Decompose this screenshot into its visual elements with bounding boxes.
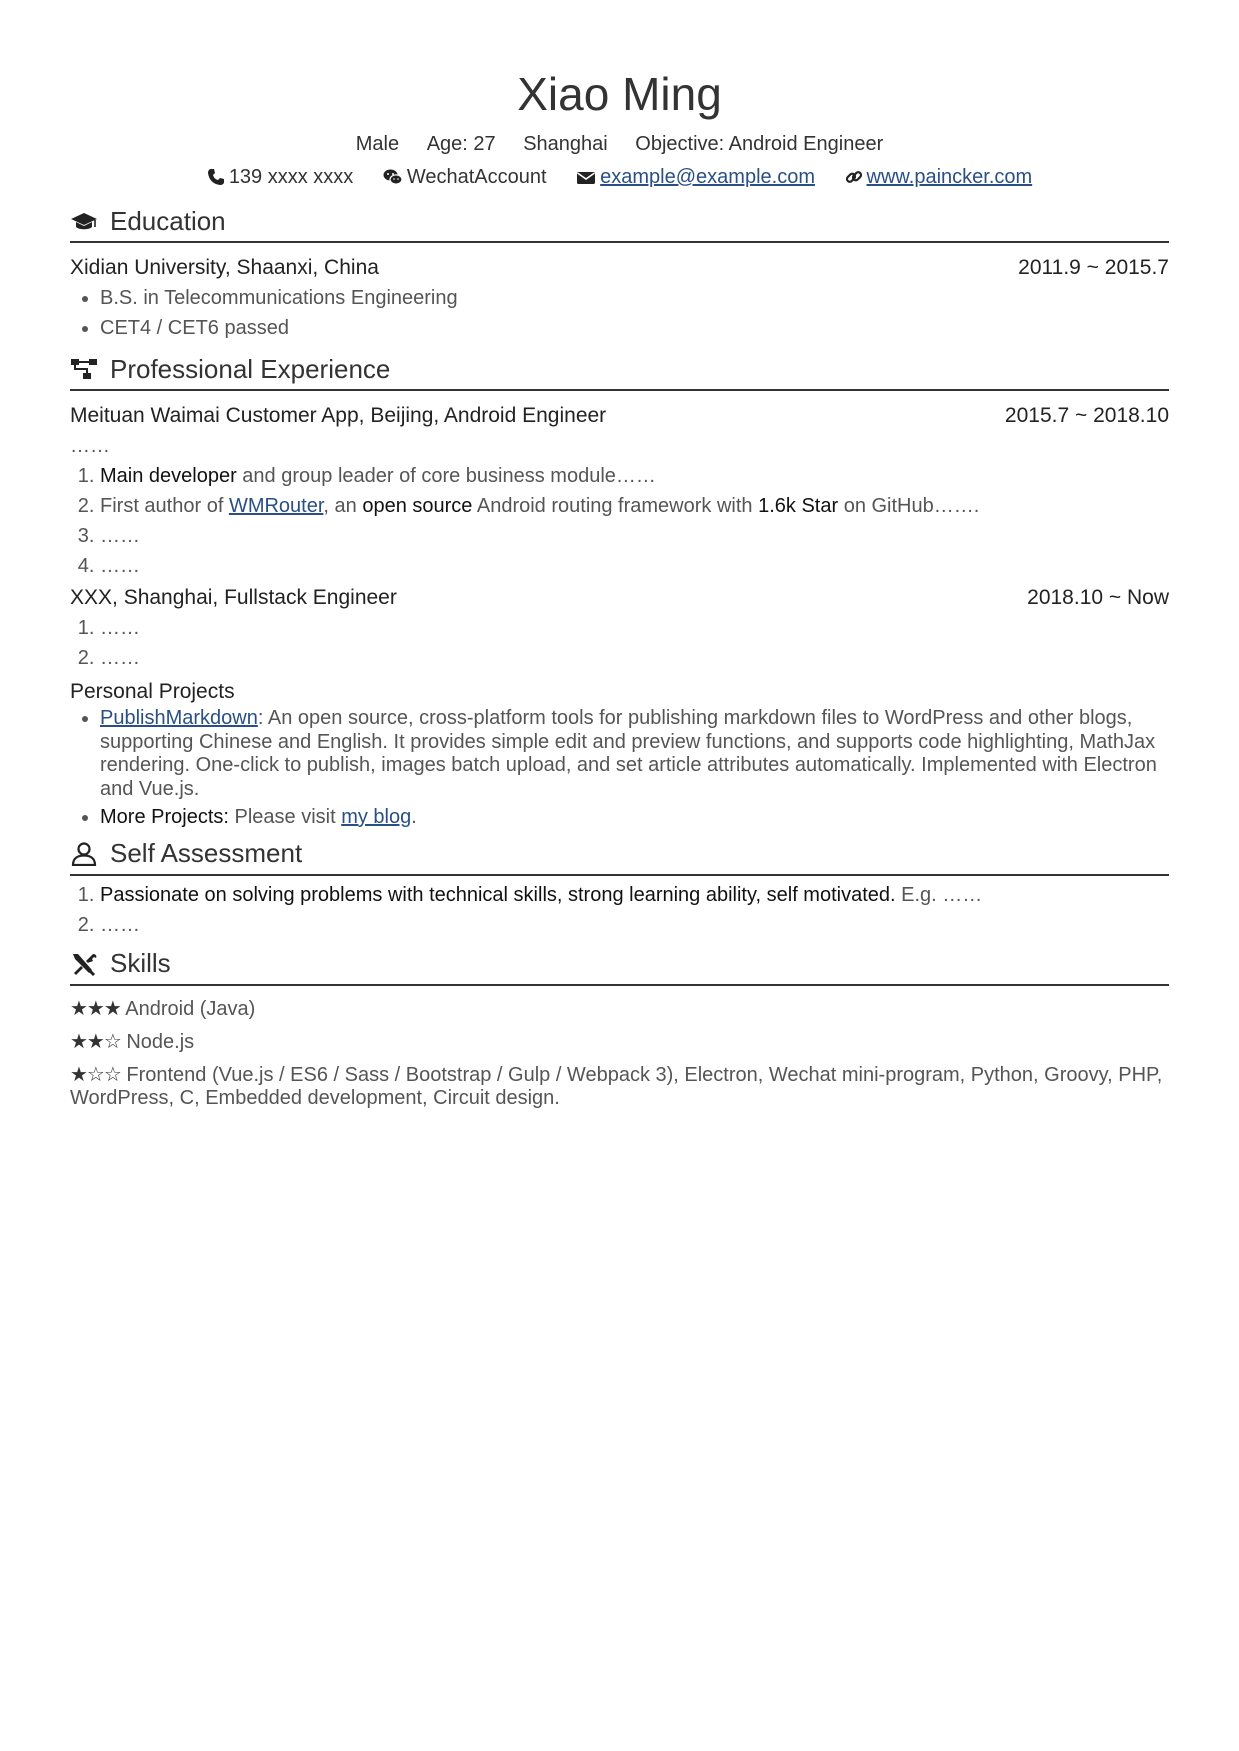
job-achievements — [70, 461, 1169, 581]
publishmarkdown-link[interactable]: PublishMarkdown — [100, 707, 258, 729]
wechat-icon — [383, 168, 403, 186]
education-title: Education — [110, 205, 226, 236]
skill-row — [70, 1060, 1169, 1110]
website-link[interactable]: www.paincker.com — [866, 166, 1033, 188]
contact-line — [70, 163, 1169, 191]
skill-text: Android (Java) — [120, 997, 256, 1020]
school-name: Xidian University, Shaanxi, China — [70, 256, 379, 279]
self-assessment-heading — [70, 836, 1169, 876]
self-assessment-list — [70, 880, 1169, 940]
skill-text: Node.js — [120, 1030, 195, 1053]
education-details — [70, 283, 1169, 343]
personal-info — [70, 130, 1169, 158]
user-icon — [70, 842, 98, 866]
list-item — [100, 806, 1169, 830]
skill-row — [70, 994, 1169, 1024]
item-text: . — [411, 806, 417, 828]
item-text: , an — [323, 495, 363, 517]
email-link[interactable]: example@example.com — [600, 166, 815, 188]
link-icon — [845, 168, 863, 186]
blog-link[interactable]: my blog — [341, 806, 412, 828]
education-entry-header — [70, 253, 1169, 283]
experience-title: Professional Experience — [110, 353, 391, 384]
wechat-account: WechatAccount — [406, 166, 547, 188]
website-contact — [845, 166, 1033, 188]
education-heading — [70, 203, 1169, 243]
list-item: 2. …… — [100, 643, 1169, 673]
list-item: 1. …… — [100, 613, 1169, 643]
item-text: Please visit — [228, 806, 342, 828]
phone-contact — [207, 166, 359, 188]
education-period: 2011.9 ~ 2015.7 — [1018, 256, 1169, 279]
list-item: 4. …… — [100, 551, 1169, 581]
job-header — [70, 583, 1169, 613]
item-text: : An open source, cross-platform tools for publishing markdown files to WordPress and other blogs, supporting Chinese and English. It provides simple edit and preview functions, and supports code highlighting, MathJax rendering. One-click to publish, images batch upload, and set article attributes automatically. Implemented with Electron and Vue.js. — [100, 707, 1157, 800]
age: Age: 27 — [426, 133, 496, 155]
list-item — [100, 461, 1169, 491]
self-assessment-title: Self Assessment — [110, 838, 303, 868]
list-item — [100, 707, 1169, 801]
personal-projects-title: Personal Projects — [70, 680, 235, 703]
skill-row — [70, 1027, 1169, 1057]
skill-text: Frontend (Vue.js / ES6 / Sass / Bootstrap / Gulp / Webpack 3), Electron, Wechat mini-program, Python, Groovy, PHP, WordPress, C, Embedded development, Circuit design. — [70, 1063, 1163, 1109]
job-header — [70, 401, 1169, 431]
graduation-cap-icon — [70, 210, 98, 232]
emphasis-text: open source — [362, 495, 473, 517]
experience-heading — [70, 351, 1169, 391]
objective: Objective: Android Engineer — [635, 133, 884, 155]
item-text: on GitHub……. — [838, 495, 980, 517]
emphasis-text: More Projects: — [100, 806, 229, 828]
phone-icon — [207, 168, 225, 186]
job-period: 2015.7 ~ 2018.10 — [1004, 404, 1169, 427]
list-item: • CET4 / CET6 passed — [100, 313, 1169, 343]
tools-icon — [70, 951, 98, 977]
wmrouter-link[interactable]: WMRouter — [228, 495, 324, 517]
job-period: 2018.10 ~ Now — [1027, 586, 1169, 609]
star-rating: ★☆☆ — [70, 1063, 121, 1086]
list-item — [100, 491, 1169, 521]
envelope-icon — [576, 170, 596, 186]
item-text: E.g. …… — [895, 883, 983, 906]
item-text: and group leader of core business module…… — [236, 465, 656, 487]
city: Shanghai — [523, 133, 608, 155]
email-contact — [576, 166, 820, 188]
sitemap-icon — [70, 358, 98, 380]
emphasis-text: Main developer — [100, 465, 237, 487]
job-title: Meituan Waimai Customer App, Beijing, Android Engineer — [70, 404, 607, 427]
job-achievements — [70, 613, 1169, 673]
list-item: 2. …… — [100, 910, 1169, 940]
job-intro: …… — [70, 435, 110, 457]
phone-number: 139 xxxx xxxx — [228, 166, 354, 188]
list-item: 3. …… — [100, 521, 1169, 551]
personal-projects-list — [70, 707, 1169, 830]
emphasis-text: Passionate on solving problems with technical skills, strong learning ability, self motivated. — [100, 883, 896, 906]
emphasis-text: 1.6k Star — [758, 495, 839, 517]
job-title: XXX, Shanghai, Fullstack Engineer — [70, 586, 397, 609]
skills-heading — [70, 946, 1169, 986]
person-name: Xiao Ming — [517, 68, 722, 120]
list-item: • B.S. in Telecommunications Engineering — [100, 283, 1169, 313]
item-text: First author of — [100, 495, 229, 517]
wechat-contact — [383, 166, 552, 188]
item-text: Android routing framework with — [472, 495, 759, 517]
star-rating: ★★★ — [70, 997, 121, 1020]
star-rating: ★★☆ — [70, 1030, 121, 1053]
gender: Male — [355, 133, 400, 155]
skills-title: Skills — [110, 948, 171, 978]
list-item — [100, 880, 1169, 910]
